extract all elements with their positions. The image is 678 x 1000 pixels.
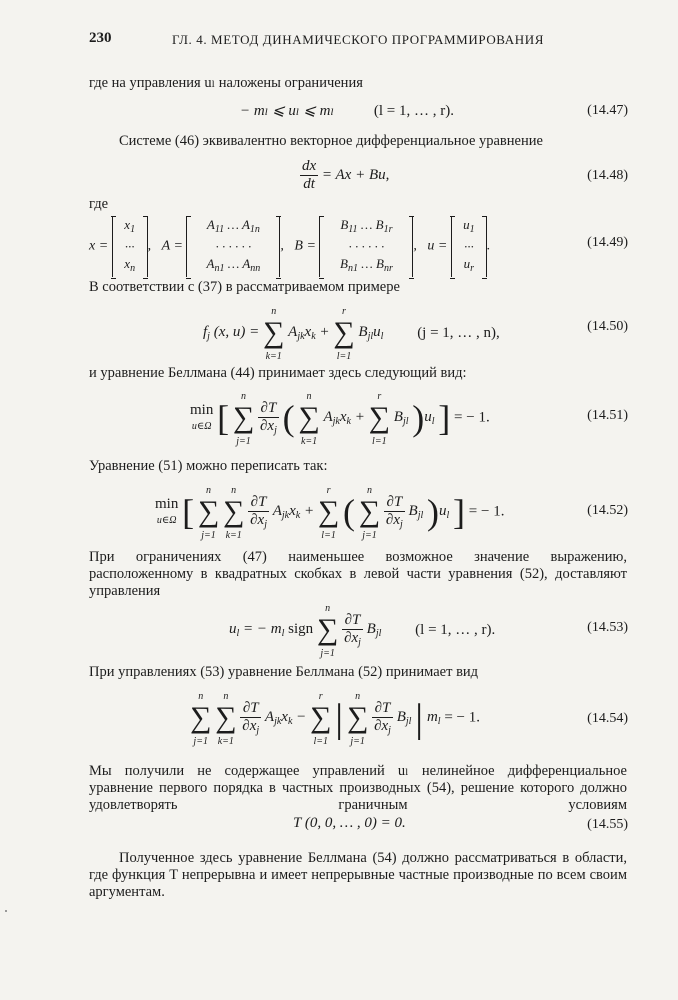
equation-14-48 [300,158,389,193]
equation-14-55: T (0, 0, … , 0) = 0. [293,815,406,831]
equation-14-52: min u∈Ω [ n ∑ j=1 n ∑ k=1 $\frac{\partial T}{\partial x_j}$ $A_{jk}x_k + r$ ∑ l=1 ( n ∑ j=1 $\frac{\partial T}{\partial x_j}$ $B_{jl}$ )$u_l$ ] = − 1. [155,485,505,541]
eq-51-rhs: = − 1. [454,409,490,426]
eq-number-14-51: (14.51) [587,408,628,423]
paragraph-1: где на управления uₗ наложены ограничения [89,75,363,91]
eq-number-14-48: (14.48) [587,168,628,183]
running-head: ГЛ. 4. МЕТОД ДИНАМИЧЕСКОГО ПРОГРАММИРОВАНИЯ [172,32,544,47]
paragraph-9: Мы получили не содержащее управлений uₗ нелинейное дифференциальное уравнение первого порядка в частных производных (54), решение которого должно удовлетворять граничным условиям [89,763,627,813]
eq-number-14-50: (14.50) [587,319,628,334]
paragraph-8: При управлениях (53) уравнение Беллмана (52) принимает вид [89,664,479,680]
eq-number-14-55: (14.55) [587,817,628,832]
eq-53-cond: (l = 1, … , r). [415,621,496,638]
equation-14-51: min u∈Ω [ n ∑ j=1 $\frac{\partial T}{\partial x_j}$ ( n ∑ k=1 $A_{jk}x_k + r$ ∑ l=1 $B_{jl}$ )$u_l$ ] = − 1. [190,391,490,447]
page-number: 230 [89,30,112,46]
eq-48-den: dt [303,176,315,192]
eq-48-num: dx [302,158,317,174]
eq-48-fraction [300,158,318,193]
equation-14-49: $x = x_1$ ··· $x_n$, $A = A_{11}$ … $A_{1n}$ · · · · · · $A_{n1}$ … $A_{nn}$, $B = B_{11}$ … $B_{1r}$ · · · · · · $B_{n1}$ … $B_{nr}$, $u = u_1$ ··· $u_r$. [89,216,490,277]
eq-number-14-47: (14.47) [587,103,628,118]
eq-48-rhs: = Ax + Bu, [321,166,390,183]
paragraph-4: В соответствии с (37) в рассматриваемом примере [89,279,400,295]
eq-54-rhs: = − 1. [444,709,480,726]
equation-14-50: $f_j$ (x, u) = n ∑ k=1 $A_{jk}x_k + r$ ∑ l=1 $B_{jl}u_l$ (j = 1, … , n), [203,306,500,362]
equation-14-53: $u_l$ = − $m_l$ sign n ∑ j=1 $\frac{\partial T}{\partial x_j}$ $B_{jl}$ (l = 1, … , r). [229,603,496,659]
equation-14-47 [240,101,454,120]
paragraph-6: Уравнение (51) можно переписать так: [89,458,328,474]
eq-number-14-49: (14.49) [587,235,628,250]
eq-number-14-53: (14.53) [587,620,628,635]
eq-52-rhs: = − 1. [468,503,505,520]
paragraph-7: При ограничениях (47) наименьшее возможное значение выражению, расположенному в квадратных скобках в левой части уравнения (52), доставляют управления [89,549,627,599]
paragraph-10: Полученное здесь уравнение Беллмана (54) должно рассматриваться в области, где функция T непрерывна и имеет непрерывные частные производные по всем своим аргументам. [89,850,627,900]
scan-speck [5,910,7,912]
paragraph-3: где [89,196,109,212]
eq-47-cond: (l = 1, … , r). [373,103,454,119]
equation-14-54: n ∑ j=1 n ∑ k=1 $\frac{\partial T}{\partial x_j}$ $A_{jk}x_k - r$ ∑ l=1 | n ∑ j=1 $\frac{\partial T}{\partial x_j}$ $B_{jl}$ | $m_l$ = − 1. [190,691,480,747]
eq-50-cond: (j = 1, … , n), [417,324,500,341]
eq-number-14-52: (14.52) [587,503,628,518]
eq-number-14-54: (14.54) [587,711,628,726]
paragraph-2: Системе (46) эквивалентно векторное дифференциальное уравнение [119,133,543,149]
paragraph-5: и уравнение Беллмана (44) принимает здесь следующий вид: [89,365,467,381]
eq-47-body: − mₗ ⩽ uₗ ⩽ mₗ [240,103,335,119]
